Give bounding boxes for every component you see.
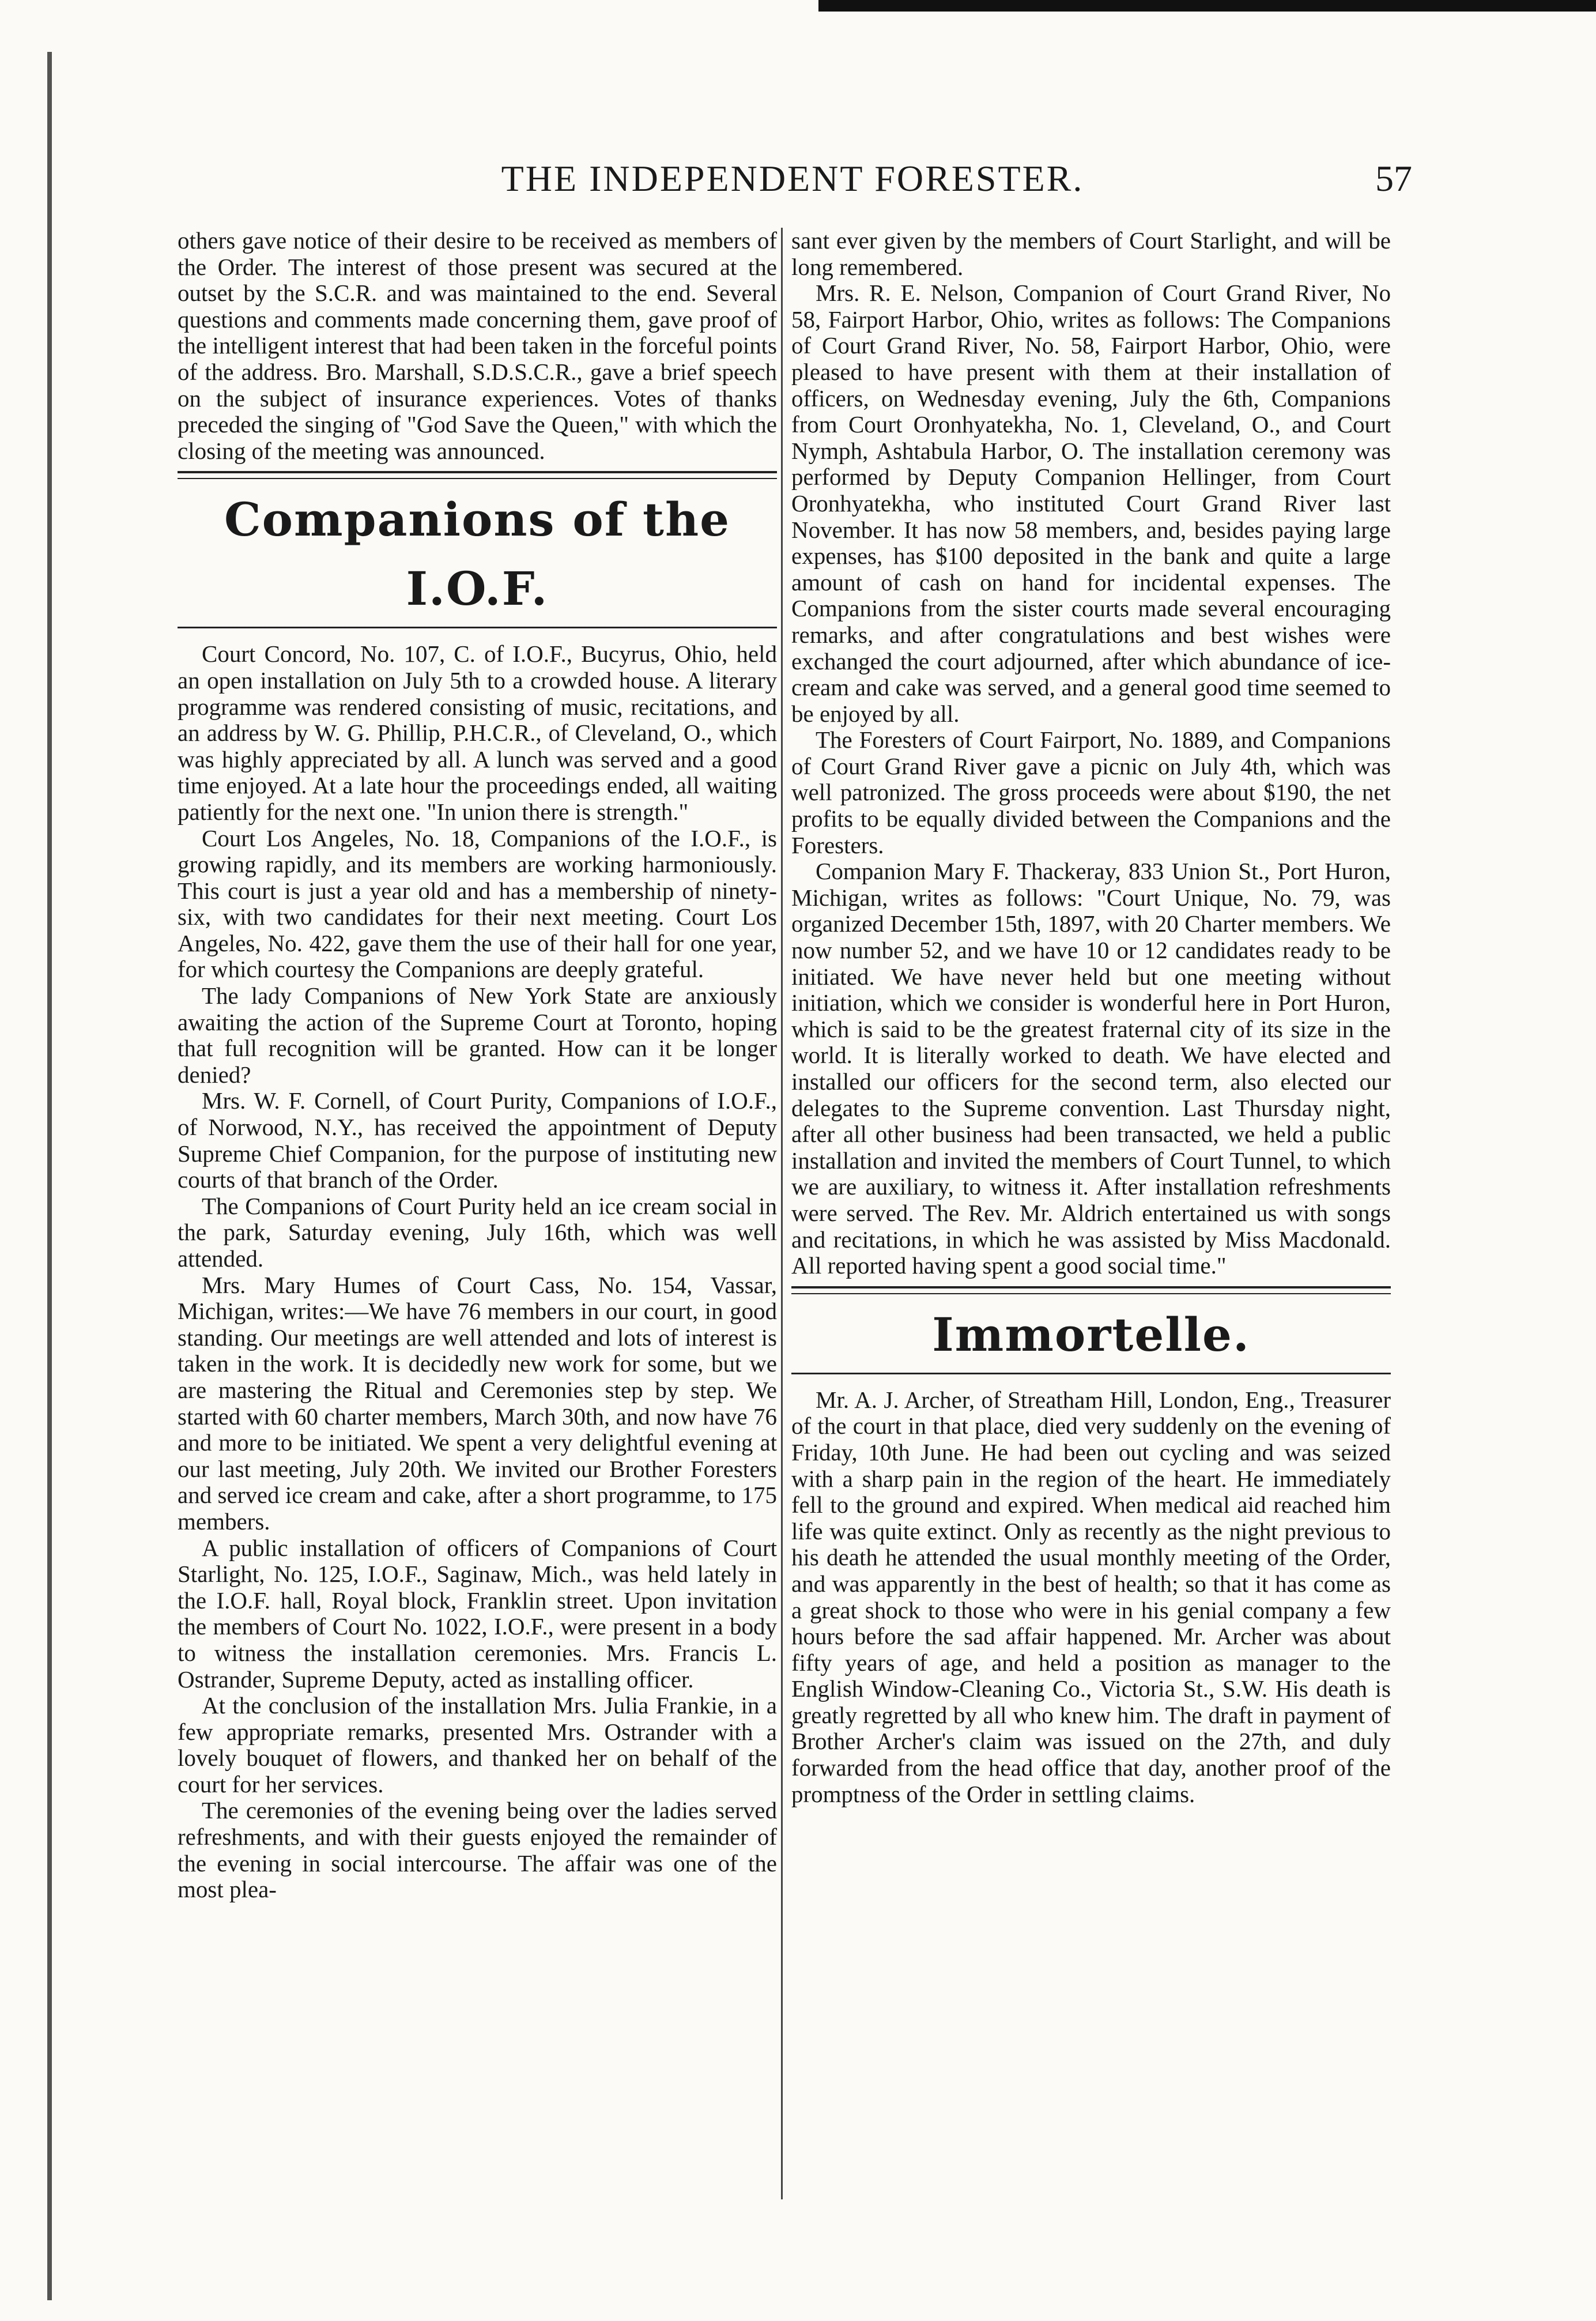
paragraph: A public installation of officers of Companions of Court Starlight, No. 125, I.O.F., Saginaw, Mich., was held lately in the I.O.F. hall, Royal block, Franklin street. Upon invitation the members of Court No. 1022, I.O.F., were present in a body to witness the installation ceremonies. Mrs. Francis L. Ostrander, Supreme Deputy, acted as installing officer.	[178, 1534, 777, 1693]
section-heading-immortelle: Immortelle.	[932, 1307, 1250, 1362]
paragraph: The Foresters of Court Fairport, No. 1889, and Companions of Court Grand River gave a picnic on July 4th, which was well patronized. The gross proceeds were about $190, the net profits to be equally divided between the Companions and the Foresters.	[791, 726, 1391, 858]
paragraph: The Companions of Court Purity held an ice cream social in the park, Saturday evening, July 16th, which was well attended.	[178, 1192, 777, 1272]
heading-rule	[178, 627, 777, 628]
right-column	[791, 228, 1391, 1807]
section-heading-companions: Companions of the I.O.F.	[224, 492, 731, 616]
page-number: 57	[1375, 158, 1412, 199]
paragraph: Mrs. W. F. Cornell, of Court Purity, Companions of I.O.F., of Norwood, N.Y., has received the appointment of Deputy Supreme Chief Companion, for the purpose of instituting new courts of that branch of the Order.	[178, 1087, 777, 1193]
paragraph: others gave notice of their desire to be received as members of the Order. The interest of those present was secured at the outset by the S.C.R. and was maintained to the end. Several questions and comments made concerning them, gave proof of the intelligent interest that had been taken in the forceful points of the address. Bro. Marshall, S.D.S.C.R., gave a brief speech on the subject of insurance experiences. Votes of thanks preceded the singing of "God Save the Queen," with which the closing of the meeting was announced.	[178, 227, 777, 464]
column-rule	[781, 228, 783, 2199]
paragraph: The ceremonies of the evening being over the ladies served refreshments, and with their guests enjoyed the remainder of the evening in social intercourse. The affair was one of the most plea-	[178, 1797, 777, 1903]
section-rule	[178, 471, 777, 479]
scan-edge-left	[47, 52, 52, 2300]
paragraph: Mr. A. J. Archer, of Streatham Hill, London, Eng., Treasurer of the court in that place, died very suddenly on the evening of Friday, 10th June. He had been out cycling and was seized with a sharp pain in the region of the heart. He immediately fell to the ground and expired. When medical aid reached him life was quite extinct. Only as recently as the night previous to his death he attended the usual monthly meeting of the Order, and was apparently in the best of health; so that it has come as a great shock to those who were in his genial company a few hours before the sad affair happened. Mr. Archer was about fifty years of age, and held a position as manager to the English Window-Cleaning Co., Victoria St., S.W. His death is greatly regretted by all who knew him. The draft in payment of Brother Archer's claim was issued on the 27th, and duly forwarded from the head office that day, another proof of the promptness of the Order in settling claims.	[791, 1386, 1391, 1807]
paragraph: Court Concord, No. 107, C. of I.O.F., Bucyrus, Ohio, held an open installation on July 5th to a crowded house. A literary programme was rendered consisting of music, recitations, and an address by W. G. Phillip, P.H.C.R., of Cleveland, O., which was highly appreciated by all. A lunch was served and a good time enjoyed. At a late hour the proceedings ended, all waiting patiently for the next one. "In union there is strength."	[178, 640, 777, 825]
left-column	[178, 228, 777, 1903]
paragraph: Court Los Angeles, No. 18, Companions of the I.O.F., is growing rapidly, and its members are working harmoniously. This court is just a year old and has a membership of ninety-six, with two candidates for their next meeting. Court Los Angeles, No. 422, gave them the use of their hall for one year, for which courtesy the Companions are deeply grateful.	[178, 824, 777, 983]
heading-rule	[791, 1373, 1391, 1374]
page-header	[173, 150, 1412, 208]
paragraph: Mrs. Mary Humes of Court Cass, No. 154, Vassar, Michigan, writes:—We have 76 members in our court, in good standing. Our meetings are well attended and lots of interest is taken in the work. It is decidedly new work for some, but we are mastering the Ritual and Ceremonies step by step. We started with 60 charter members, March 30th, and now have 76 and more to be initiated. We spent a very delightful evening at our last meeting, July 20th. We invited our Brother Foresters and served ice cream and cake, after a short programme, to 175 members.	[178, 1271, 777, 1535]
paragraph: Mrs. R. E. Nelson, Companion of Court Grand River, No 58, Fairport Harbor, Ohio, writes as follows: The Companions of Court Grand River, No. 58, Fairport Harbor, Ohio, were pleased to have present with them at their installation of officers, on Wednesday evening, July the 6th, Companions from Court Oronhyatekha, No. 1, Cleveland, O., and Court Nymph, Ashtabula Harbor, O. The installation ceremony was performed by Deputy Companion Hellinger, from Court Oronhyatekha, who instituted Court Grand River last November. It has now 58 members, and, besides paying large expenses, has $100 deposited in the bank and quite a large amount of cash on hand for incidental expenses. The Companions from the sister courts made several encouraging remarks, and after congratulations and best wishes were exchanged the court adjourned, after which abundance of ice-cream and cake was served, and a general good time seemed to be enjoyed by all.	[791, 280, 1391, 727]
paragraph: sant ever given by the members of Court Starlight, and will be long remembered.	[791, 227, 1391, 280]
running-title: THE INDEPENDENT FORESTER.	[501, 158, 1084, 199]
paragraph: The lady Companions of New York State are anxiously awaiting the action of the Supreme Court at Toronto, hoping that full recognition will be granted. How can it be longer denied?	[178, 982, 777, 1088]
scan-edge-top	[818, 0, 1596, 12]
paragraph: At the conclusion of the installation Mrs. Julia Frankie, in a few appropriate remarks, presented Mrs. Ostrander with a lovely bouquet of flowers, and thanked her on behalf of the court for her services.	[178, 1692, 777, 1798]
paragraph: Companion Mary F. Thackeray, 833 Union St., Port Huron, Michigan, writes as follows: "Court Unique, No. 79, was organized December 15th, 1897, with 20 Charter members. We now number 52, and we have 10 or 12 candidates ready to be initiated. We have never held but one meeting without initiation, which we consider is wonderful here in Port Huron, which is said to be the greatest fraternal city of its size in the world. It is literally worked to death. We have elected and installed our officers for the second term, also elected our delegates to the Supreme convention. Last Thursday night, after all other business had been transacted, we held a public installation and invited the members of Court Tunnel, to which we are auxiliary, to witness it. After installation refreshments were served. The Rev. Mr. Aldrich entertained us with songs and recitations, in which he was assisted by Miss Macdonald. All reported having spent a good social time."	[791, 858, 1391, 1279]
section-rule	[791, 1286, 1391, 1294]
